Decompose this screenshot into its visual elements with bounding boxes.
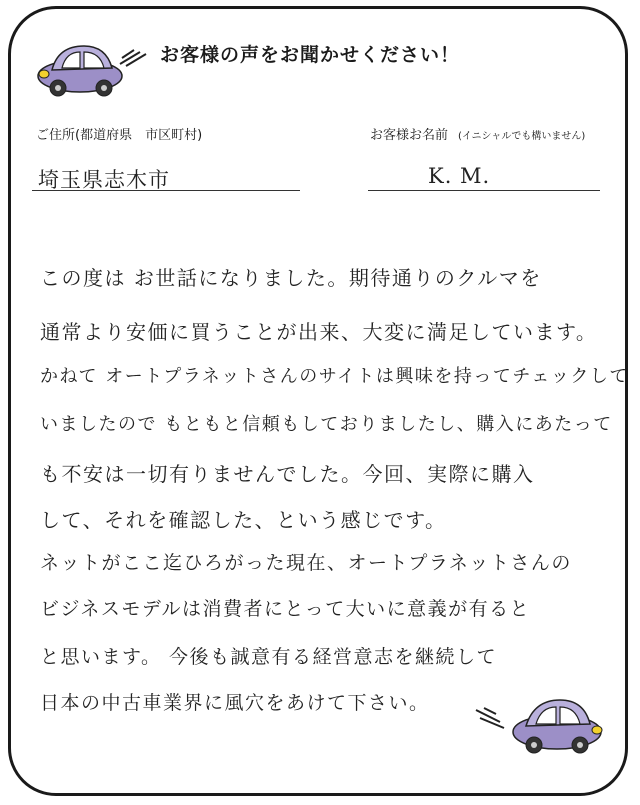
message-line: と思います。 今後も誠意有る経営意志を継続して bbox=[40, 646, 498, 668]
message-line: ビジネスモデルは消費者にとって大いに意義が有ると bbox=[40, 598, 531, 620]
address-line bbox=[32, 190, 300, 191]
message-line: 日本の中古車業界に風穴をあけて下さい。 bbox=[40, 692, 430, 714]
motion-lines-icon bbox=[474, 706, 508, 730]
page-title: お客様の声をお聞かせください！ bbox=[160, 44, 461, 66]
message-line: この度は お世話になりました。期待通りのクルマを bbox=[40, 266, 542, 290]
message-line: して、それを確認した、という感じです。 bbox=[40, 508, 447, 532]
address-label: ご住所(都道府県 市区町村) bbox=[36, 128, 203, 143]
message-line: いましたので もともと信頼もしておりましたし、購入にあたって bbox=[40, 414, 613, 435]
message-line: も不安は一切有りませんでした。今回、実際に購入 bbox=[40, 462, 535, 486]
motion-lines-icon bbox=[118, 46, 148, 68]
name-label-note: (イニシャルでも構いません) bbox=[458, 131, 586, 142]
name-label bbox=[370, 124, 585, 143]
message-line: 通常より安価に買うことが出来、大変に満足しています。 bbox=[40, 320, 598, 344]
name-value: K. M. bbox=[428, 164, 491, 188]
car-icon bbox=[508, 694, 606, 756]
message-line: ネットがここ迄ひろがった現在、オートプラネットさんの bbox=[40, 552, 572, 574]
name-label-text: お客様お名前 bbox=[370, 128, 449, 143]
car-icon bbox=[34, 40, 126, 98]
address-value: 埼玉県志木市 bbox=[38, 168, 170, 192]
message-line: かねて オートプラネットさんのサイトは興味を持ってチェックして bbox=[40, 366, 629, 387]
name-line bbox=[368, 190, 600, 191]
